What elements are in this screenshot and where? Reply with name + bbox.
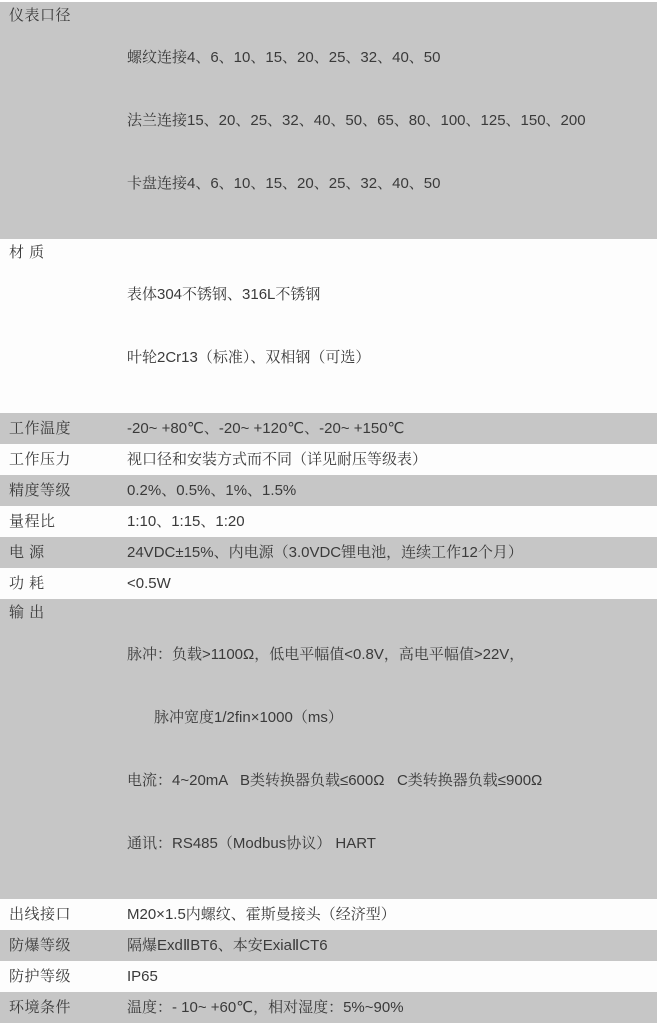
spec-row-material xyxy=(0,239,657,413)
spec-label: 功 耗 xyxy=(9,575,45,592)
spec-label: 出线接口 xyxy=(9,906,72,923)
spec-row-protection-class xyxy=(0,961,657,992)
spec-row-working-temperature xyxy=(0,413,657,444)
spec-value: IP65 xyxy=(127,968,158,985)
spec-row-power-consumption xyxy=(0,568,657,599)
spec-value: 隔爆ExdⅡBT6、本安ExiaⅡCT6 xyxy=(127,937,328,954)
spec-label: 量程比 xyxy=(9,513,56,530)
spec-value: 视口径和安装方式而不同（详见耐压等级表） xyxy=(127,451,428,468)
spec-row-outlet-connection xyxy=(0,899,657,930)
spec-row-working-pressure xyxy=(0,444,657,475)
spec-value-line: 螺纹连接4、6、10、15、20、25、32、40、50 xyxy=(127,49,441,66)
spec-value-line: 脉冲宽度1/2fin×1000（ms） xyxy=(154,709,343,726)
spec-label: 环境条件 xyxy=(9,999,72,1016)
spec-value: M20×1.5内螺纹、霍斯曼接头（经济型） xyxy=(127,906,396,923)
spec-label: 工作温度 xyxy=(9,420,72,437)
spec-value-line: 电流：4~20mA B类转换器负载≤600Ω C类转换器负载≤900Ω xyxy=(127,772,543,789)
spec-label: 防护等级 xyxy=(9,968,72,985)
spec-value xyxy=(127,602,657,896)
spec-value-line: 卡盘连接4、6、10、15、20、25、32、40、50 xyxy=(127,175,441,192)
spec-value-line: 通讯：RS485（Modbus协议） HART xyxy=(127,835,376,852)
spec-row-output xyxy=(0,599,657,899)
spec-value-line: 表体304不锈钢、316L不锈钢 xyxy=(127,286,321,303)
spec-label: 材 质 xyxy=(9,244,45,261)
spec-row-power-supply xyxy=(0,537,657,568)
spec-value-line: 叶轮2Cr13（标准）、双相钢（可选） xyxy=(127,349,371,366)
spec-value: <0.5W xyxy=(127,575,171,592)
spec-value-line: 脉冲：负载>1100Ω，低电平幅值<0.8V，高电平幅值>22V， xyxy=(127,646,525,663)
spec-value: 0.2%、0.5%、1%、1.5% xyxy=(127,482,297,499)
spec-value xyxy=(127,242,657,410)
spec-row-diameter xyxy=(0,2,657,239)
spec-row-explosion-proof-grade xyxy=(0,930,657,961)
spec-label: 输 出 xyxy=(9,604,45,621)
spec-label: 电 源 xyxy=(9,544,45,561)
spec-row-accuracy-class xyxy=(0,475,657,506)
spec-value: 1:10、1:15、1:20 xyxy=(127,513,245,530)
spec-value: 温度：- 10~ +60℃，相对湿度：5%~90% xyxy=(127,999,404,1016)
spec-value: -20~ +80℃、-20~ +120℃、-20~ +150℃ xyxy=(127,420,405,437)
spec-value: 24VDC±15%、内电源（3.0VDC锂电池，连续工作12个月） xyxy=(127,544,523,561)
spec-row-environmental-conditions xyxy=(0,992,657,1023)
spec-value-line: 法兰连接15、20、25、32、40、50、65、80、100、125、150、200 xyxy=(127,112,586,129)
spec-label: 防爆等级 xyxy=(9,937,72,954)
spec-value xyxy=(127,5,657,236)
spec-label: 精度等级 xyxy=(9,482,72,499)
spec-label: 工作压力 xyxy=(9,451,72,468)
spec-label: 仪表口径 xyxy=(9,7,72,24)
spec-row-turndown-ratio xyxy=(0,506,657,537)
